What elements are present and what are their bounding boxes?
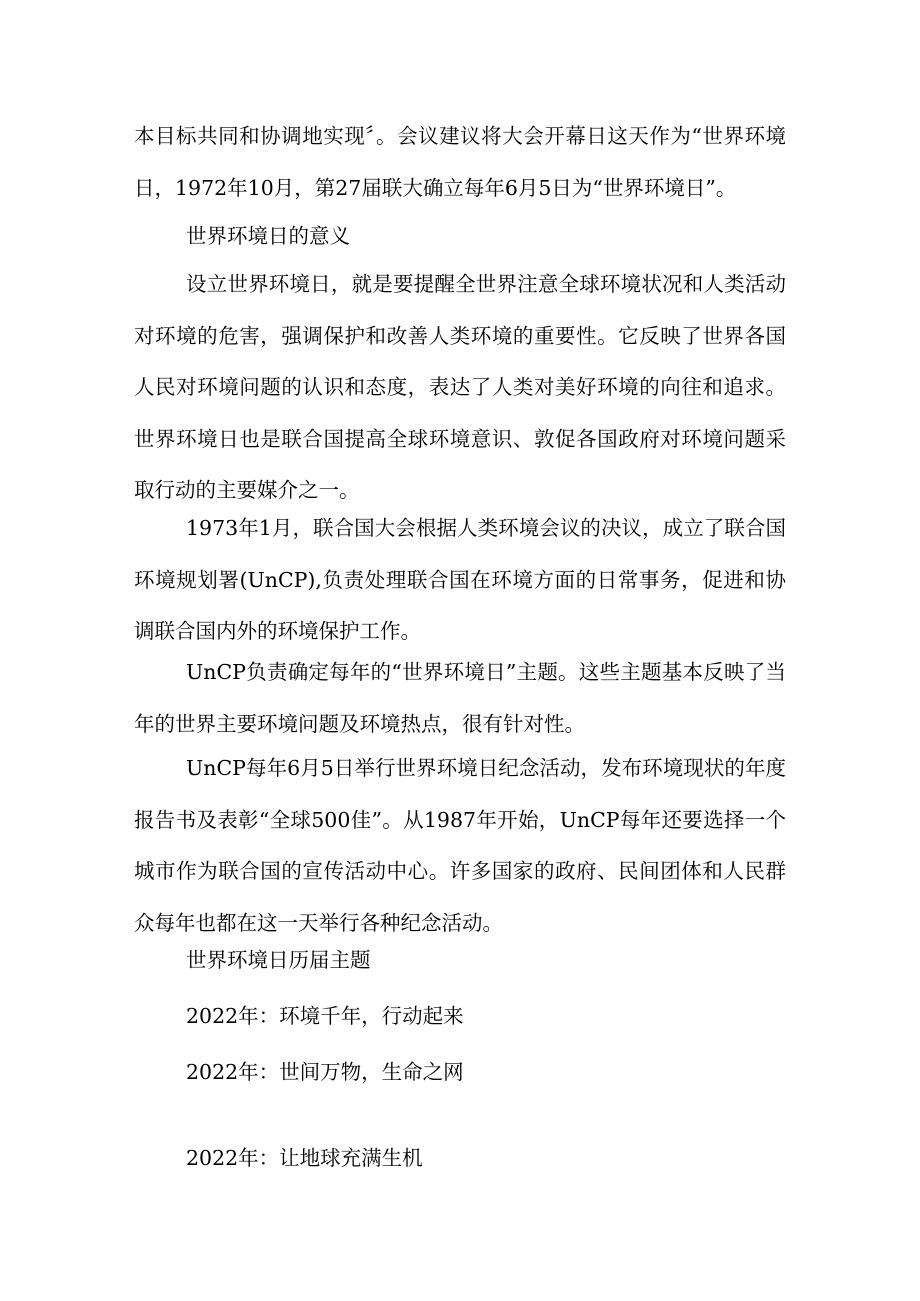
paragraph-significance: 设立世界环境日，就是要提醒全世界注意全球环境状况和人类活动对环境的危害，强调保护和改善人类环境的重要性。它反映了世界各国人民对环境问题的认识和态度，表达了人类对美好环境的向往和追求。世界环境日也是联合国提高全球环境意识、敦促各国政府对环境问题采取行动的主要媒介之一。: [134, 272, 786, 503]
theme-list-item: 2022年：环境千年，行动起来: [186, 1004, 464, 1028]
theme-list-item: 2022年：让地球充满生机: [186, 1146, 423, 1170]
theme-list-item: 2022年：世间万物，生命之网: [186, 1060, 464, 1084]
paragraph-theme-selection: UnCP负责确定每年的“世界环境日”主题。这些主题基本反映了当年的世界主要环境问题及环境热点，很有针对性。: [134, 660, 786, 736]
paragraph-intro-continuation: 本目标共同和协调地实现〞。会议建议将大会开幕日这天作为“世界环境日，1972年10月，第27届联大确立每年6月5日为“世界环境日”。: [134, 124, 786, 200]
paragraph-annual-activities: UnCP每年6月5日举行世界环境日纪念活动，发布环境现状的年度报告书及表彰“全球500佳”。从1987年开始，UnCP每年还要选择一个城市作为联合国的宣传活动中心。许多国家的政府、民间团体和人民群众每年也都在这一天举行各种纪念活动。: [134, 756, 786, 935]
section-heading-themes: 世界环境日历届主题: [186, 948, 371, 972]
paragraph-unep-founding: 1973年1月，联合国大会根据人类环境会议的决议，成立了联合国环境规划署(UnCP),负责处理联合国在环境方面的日常事务，促进和协调联合国内外的环境保护工作。: [134, 516, 786, 644]
section-heading-significance: 世界环境日的意义: [186, 224, 350, 248]
